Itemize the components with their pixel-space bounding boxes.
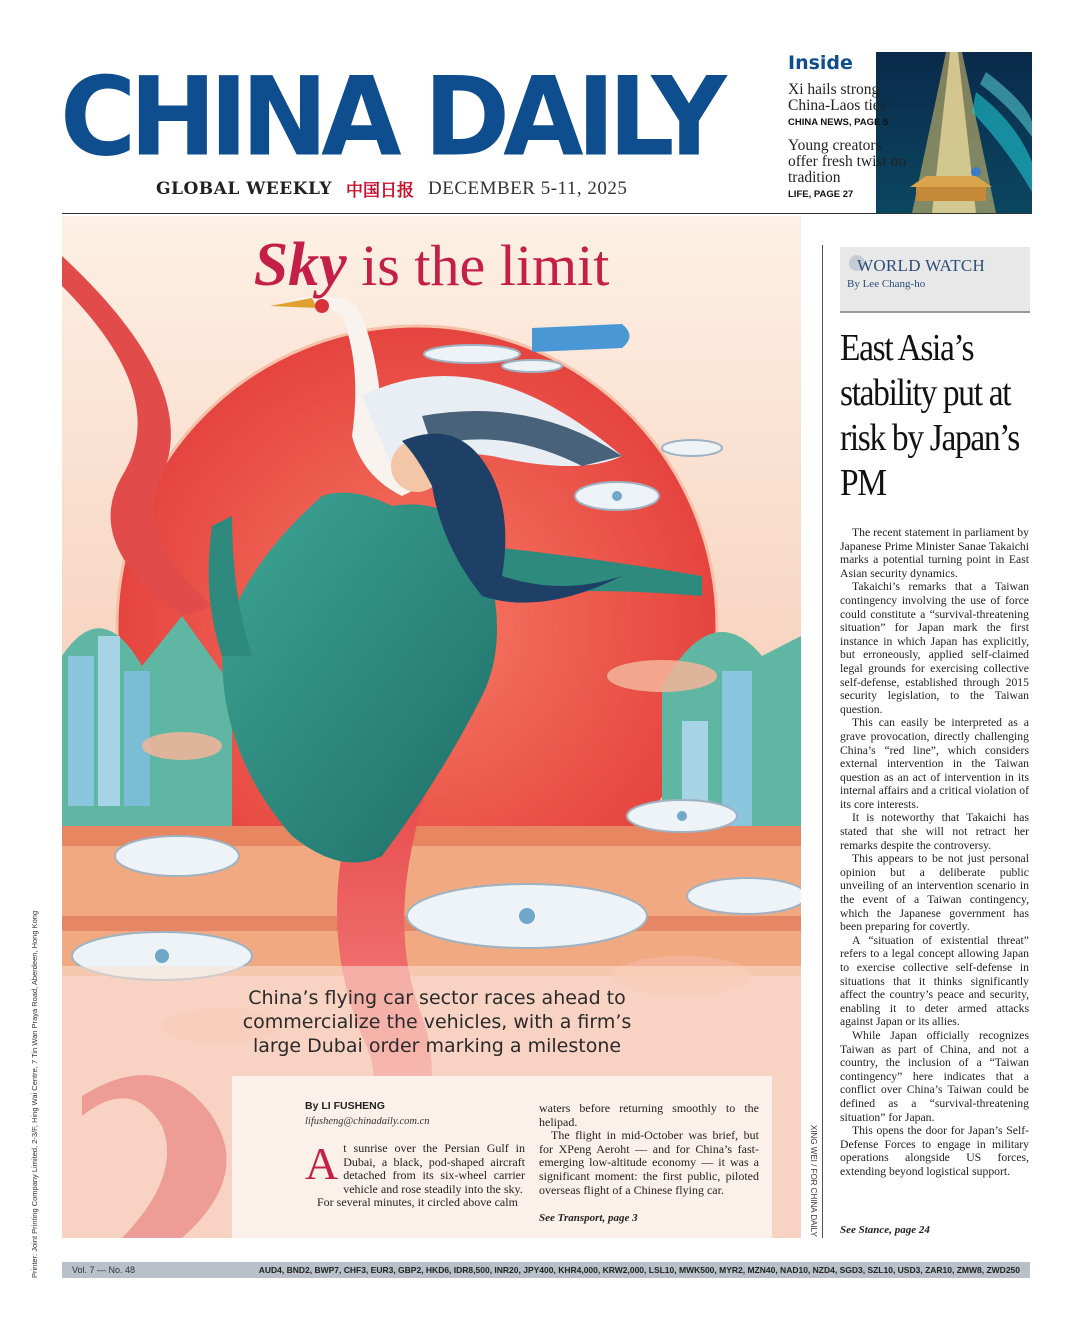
chinese-title: 中国日报: [346, 181, 414, 201]
article-column-1: [305, 1138, 525, 1210]
continued-reference[interactable]: See Transport, page 3: [539, 1212, 638, 1224]
issue-date: DECEMBER 5-11, 2025: [428, 177, 628, 199]
byline: By LI FUSHENG: [305, 1100, 385, 1112]
cover-illustration: [62, 216, 801, 1238]
world-watch-box: [840, 247, 1030, 313]
article-paragraph: waters before returning smoothly to the helipad.: [539, 1101, 759, 1129]
price-list: AUD4, BND2, BWP7, CHF3, EUR3, GBP2, HKD6, IDR8,500, INR20, JPY400, KHR4,000, KRW2,000, LSL10, MWK500, MYR2, MZN40, NAD10, NZD4, SGD3, SZL10, USD3, ZAR10, ZMW8, ZWD250: [258, 1265, 1020, 1275]
masthead-logo: CHINA DAILY: [60, 52, 720, 181]
inside-story-headline[interactable]: Young creators offer fresh twist on tradition: [788, 137, 907, 186]
opinion-paragraph: The recent statement in parliament by Japanese Prime Minister Sanae Takaichi marks a potential turning point in East Asian security dynamics.: [840, 526, 1029, 580]
opinion-paragraph: Takaichi’s remarks that a Taiwan contingency involving the use of force could constitute a “survival-threatening situation” for Japan mark the first instance in which Japan has explicitly, but erroneously, applied self-claimed legal grounds for exercising collective self-defense, established through 2015 security legislation, to the Taiwan question.: [840, 580, 1029, 716]
article-column-2: [539, 1102, 759, 1197]
volume-number: Vol. 7 — No. 48: [72, 1265, 136, 1275]
opinion-paragraph: While Japan officially recognizes Taiwan as part of China, and not a country, the inclusion of a “Taiwan contingency” here indicates that a conflict over China’s Taiwan could be defined as a “survival-threatening situation” for Japan.: [840, 1028, 1029, 1124]
article-paragraph: The flight in mid-October was brief, but for XPeng Aeroht — and for China’s fast-emerging low-altitude economy — it was a significant moment: the first public, piloted overseas flight of a Chinese flying car.: [539, 1128, 759, 1197]
column-divider: [822, 245, 823, 1238]
cover-headline-em: Sky: [253, 231, 347, 299]
opinion-paragraph: A “situation of existential threat” refers to a legal concept allowing Japan to exercise collective self-defense in situations that it thinks significantly affect the country’s peace and security, enabling it to deter armed attacks against Japan or its allies.: [840, 933, 1029, 1029]
inside-story-ref[interactable]: LIFE, PAGE 27: [788, 189, 854, 200]
article-paragraph: For several minutes, it circled above calm: [317, 1195, 518, 1210]
inside-teaser-box: [788, 52, 1032, 213]
opinion-paragraph: This appears to be not just personal opinion but a deliberate public unveiling of an intervention scenario in the event of a Taiwan contingency, which the Japanese government has been preparing for covertly.: [840, 852, 1029, 934]
article-paragraph: t sunrise over the Persian Gulf in Dubai, a black, pod-shaped aircraft detached from its six-wheel carrier vehicle and rose steadily into the sky.: [343, 1141, 525, 1196]
printer-info: Printer: Joint Printing Company Limited, 2-3/F, Hing Wai Centre, 7 Tin Wan Praya Road, Aberdeen, Hong Kong: [30, 910, 39, 1278]
opinion-headline[interactable]: East Asia’s stability put at risk by Japan’s PM: [840, 327, 1019, 504]
masthead-divider: [62, 213, 1032, 214]
cover-headline: [62, 230, 801, 301]
inside-story-headline[interactable]: Xi hails strong China-Laos ties: [788, 81, 886, 114]
opinion-body: [840, 526, 1029, 1179]
drop-cap: A: [305, 1138, 339, 1189]
opinion-paragraph: It is noteworthy that Takaichi has stated that she will not retract her remarks despite the controversy.: [840, 811, 1029, 852]
cover-deck: China’s flying car sector races ahead to commercialize the vehicles, with a firm’s large Dubai order marking a milestone: [242, 987, 632, 1057]
illustration-credit: XING WEI / FOR CHINA DAILY: [809, 1125, 818, 1237]
edition-label: GLOBAL WEEKLY: [156, 178, 332, 199]
footer-bar: [62, 1262, 1030, 1278]
inside-teaser-text: [788, 52, 908, 210]
cover-story: [62, 216, 801, 1238]
opinion-paragraph: This opens the door for Japan’s Self-Defense Forces to engage in military operations alongside US forces, extending beyond logistical support.: [840, 1124, 1029, 1178]
author-email[interactable]: lifusheng@chinadaily.com.cn: [305, 1116, 430, 1127]
cover-headline-rest: is the limit: [346, 233, 610, 298]
opinion-continued-reference[interactable]: See Stance, page 24: [840, 1224, 930, 1236]
opinion-byline: By Lee Chang-ho: [847, 278, 926, 290]
masthead-subline: [156, 176, 627, 201]
column-name: WORLD WATCH: [857, 256, 986, 275]
inside-story-ref[interactable]: CHINA NEWS, PAGE 5: [788, 117, 889, 128]
inside-heading: Inside: [788, 52, 853, 74]
opinion-paragraph: This can easily be interpreted as a grave provocation, directly challenging China’s “red line”, which considers external intervention in the Taiwan question as an act of intervention in its internal affairs and a critical violation of its core interests.: [840, 716, 1029, 811]
